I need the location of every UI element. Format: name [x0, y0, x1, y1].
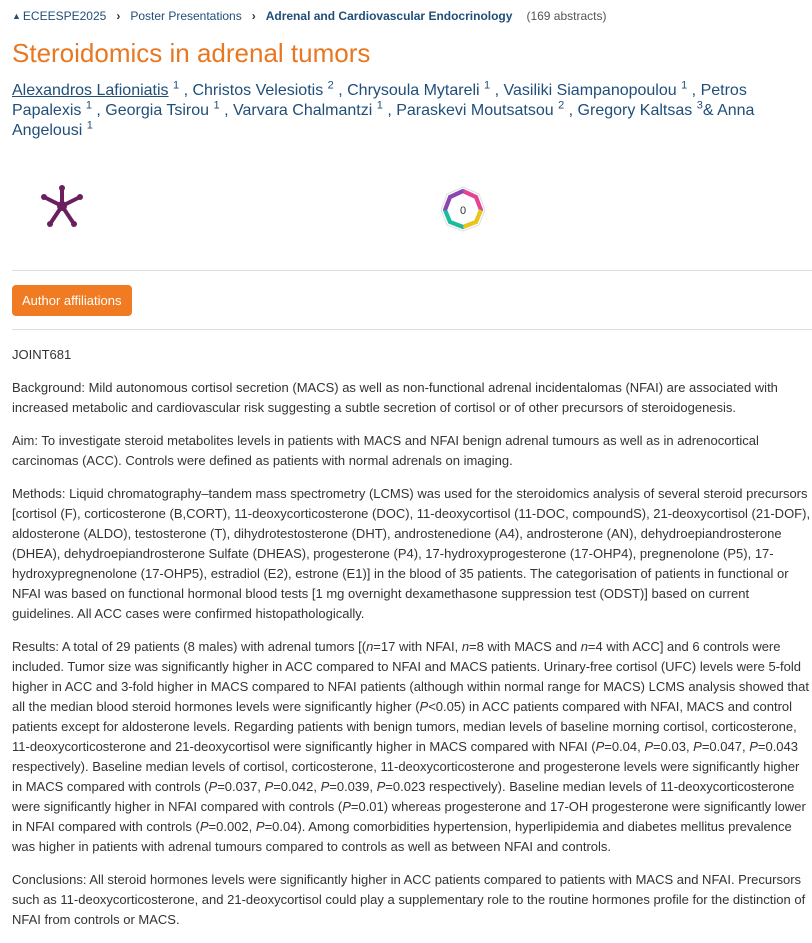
author-separator: ,	[382, 102, 397, 119]
abstract-methods: Methods: Liquid chromatography–tandem mass spectrometry (LCMS) was used for the steroidomics analysis of several steroid precursors [cortisol (F), corticosterone (B,CORT), 11-deoxycorticosterone (DOC), 11-deoxycortisol (11-DOC, compoundS), 21-deoxycortisol (21-DOF), aldosterone (ALDO), testosterone (T), dihydrotestosterone (DHT), androstenedione (A4), androsterone (AN), dehydroepiandrosterone (DHEA), dehydroepiandrosterone Sulfate (DHEAS), progesterone (P4), 17-hydroxyprogesterone (17-OHP4), pregnenolone (P5), 17-hydroxypregnenolone (17-OHP5), estradiol (E2), estrone (E1)] in the blood of 35 patients. The categorisation of patients in functional or NFAI was based on functional hormonal blood tests [1 mg overnight dexamethasone suppression test (ODST)] based on current guidelines. All ACC cases were confirmed histopathologically.	[12, 486, 811, 621]
author-separator: ,	[179, 82, 193, 99]
italic-symbol: n	[580, 639, 588, 654]
author-separator: ,	[687, 82, 701, 99]
italic-symbol: P	[264, 779, 274, 794]
italic-symbol: P	[199, 819, 209, 834]
author-name[interactable]: Vasiliki Siampanopoulou	[503, 82, 677, 99]
author-affiliation-number: 1	[86, 119, 93, 132]
abstract-conclusions: Conclusions: All steroid hormones levels were significantly higher in ACC patients compared to patients with MACS and NFAI. Precursors such as 11-deoxycorticosterone, and 21-deoxycortisol could play a supplementary role to the routine hormones profile for the distinction of NFAI from controls or MACS.	[12, 872, 806, 927]
author-separator: ,	[490, 82, 504, 99]
italic-symbol: P	[749, 739, 758, 754]
author-name[interactable]: Paraskevi Moutsatsou	[396, 102, 554, 119]
altmetric-donut-icon	[437, 183, 489, 235]
breadcrumb	[12, 9, 607, 23]
results-text: =0.03,	[653, 739, 694, 754]
author-name[interactable]: Gregory Kaltsas	[577, 102, 693, 119]
altmetric-badge[interactable]	[437, 183, 489, 235]
chevron-up-icon: ▲	[12, 10, 21, 21]
author-name[interactable]: Alexandros Lafioniatis	[12, 82, 169, 99]
results-text: =4 with ACC] and 6 controls were included. Tumor size was significantly higher in ACC compared to NFAI and MACS patients. Urinary-free cortisol (UFC) levels were 5-fold higher in ACC and 3-fold higher in MACS compared to NFAI patients (although within normal range for MACS) LCMS analysis showed that all the median blood steroid hormones levels were significantly higher (	[12, 639, 809, 714]
italic-symbol: P	[419, 699, 429, 714]
altmetric-score: 0	[459, 205, 467, 217]
results-text: =17 with NFAI,	[373, 639, 462, 654]
author-separator: ,	[91, 102, 106, 119]
author-affiliation-number: 2	[558, 99, 565, 112]
breadcrumb-section-link[interactable]: Poster Presentations	[130, 9, 242, 23]
results-text: =0.043 respectively). Baseline median levels of cortisol, corticosterone, 11-deoxycorticosterone and progesterone levels were significantly higher in MACS compared with controls (	[12, 739, 800, 794]
italic-symbol: P	[595, 739, 605, 754]
results-text: =0.039,	[329, 779, 377, 794]
author-affiliation-number: 1	[173, 79, 180, 92]
results-text: =0.04,	[604, 739, 645, 754]
chevron-right-icon: ›	[116, 9, 121, 23]
italic-symbol: n	[366, 639, 374, 654]
author-name[interactable]: Petros Papalexis	[12, 82, 747, 119]
italic-symbol: P	[342, 799, 351, 814]
author-separator: &	[702, 102, 718, 119]
author-list	[12, 81, 802, 141]
author-separator: ,	[333, 82, 348, 99]
abstract-results	[12, 637, 812, 857]
author-affiliation-number: 1	[681, 79, 688, 92]
breadcrumb-current-link[interactable]: Adrenal and Cardiovascular Endocrinology	[265, 9, 513, 23]
results-text: =0.04). Among comorbidities hypertension, hyperlipidemia and diabetes mellitus prevalence was higher in patients with adrenal tumours compared to controls as well as between NFAI and controls.	[12, 819, 792, 854]
results-text: <0.05) in ACC patients compared with NFAI, MACS and control patients except for aldosterone levels. Regarding patients with benign tumors, median levels of baseline morning cortisol, corticosterone, 11-deoxycorticosterone and 21-deoxycortisol were significantly higher in MACS compared with NFAI (	[12, 699, 797, 754]
results-text: =8 with MACS and	[469, 639, 581, 654]
breadcrumb-home-link[interactable]: ECEESPE2025	[22, 9, 107, 23]
abstract-background: Background: Mild autonomous cortisol secretion (MACS) as well as non-functional adrenal incidentalomas (NFAI) are associated with increased metabolic and cardiovascular risk suggesting a subtle secretion of cortisol or of other precursors of steroidogenesis.	[12, 380, 778, 415]
author-affiliations-button[interactable]: Author affiliations	[12, 285, 132, 316]
results-text: =0.002,	[208, 819, 256, 834]
results-text: =0.01) whereas progesterone and 17-OH progesterone were significantly lower in NFAI compared with controls (	[12, 799, 806, 834]
italic-symbol: P	[208, 779, 218, 794]
author-separator: ,	[219, 102, 233, 119]
abstract-body	[12, 345, 812, 943]
author-separator: ,	[564, 102, 578, 119]
molecule-icon[interactable]	[39, 185, 85, 231]
author-name[interactable]: Georgia Tsirou	[105, 102, 210, 119]
italic-symbol: P	[693, 739, 702, 754]
author-affiliation-number: 1	[85, 99, 92, 112]
author-affiliation-number: 3	[696, 99, 703, 112]
author-name[interactable]: Chrysoula Mytareli	[347, 82, 480, 99]
abstract-count: (169 abstracts)	[526, 9, 607, 23]
italic-symbol: P	[644, 739, 654, 754]
page-title: Steroidomics in adrenal tumors	[12, 38, 371, 68]
italic-symbol: n	[461, 639, 470, 654]
results-text: =0.023 respectively). Baseline median levels of 11-deoxycorticosterone were significantly higher in NFAI compared with controls (	[12, 779, 795, 814]
chevron-right-icon: ›	[251, 9, 256, 23]
results-text: Results: A total of 29 patients (8 males) with adrenal tumors [(	[12, 639, 367, 654]
author-name[interactable]: Christos Velesiotis	[192, 82, 324, 99]
author-affiliation-number: 2	[327, 79, 334, 92]
results-text: =0.037,	[217, 779, 265, 794]
author-affiliation-number: 1	[484, 79, 491, 92]
abstract-aim: Aim: To investigate steroid metabolites levels in patients with MACS and NFAI benign adrenal tumours as well as in adrenocortical carcinomas (ACC). Controls were defined as patients with normal adrenals on imaging.	[12, 433, 759, 468]
author-affiliation-number: 1	[213, 99, 220, 112]
italic-symbol: P	[376, 779, 386, 794]
divider	[12, 270, 812, 271]
author-name[interactable]: Anna Angelousi	[12, 102, 755, 139]
author-affiliation-number: 1	[376, 99, 383, 112]
divider	[12, 329, 812, 330]
abstract-code: JOINT681	[12, 347, 72, 362]
author-name[interactable]: Varvara Chalmantzi	[232, 102, 373, 119]
italic-symbol: P	[255, 819, 265, 834]
results-text: =0.042,	[273, 779, 321, 794]
results-text: =0.047,	[701, 739, 750, 754]
italic-symbol: P	[320, 779, 330, 794]
